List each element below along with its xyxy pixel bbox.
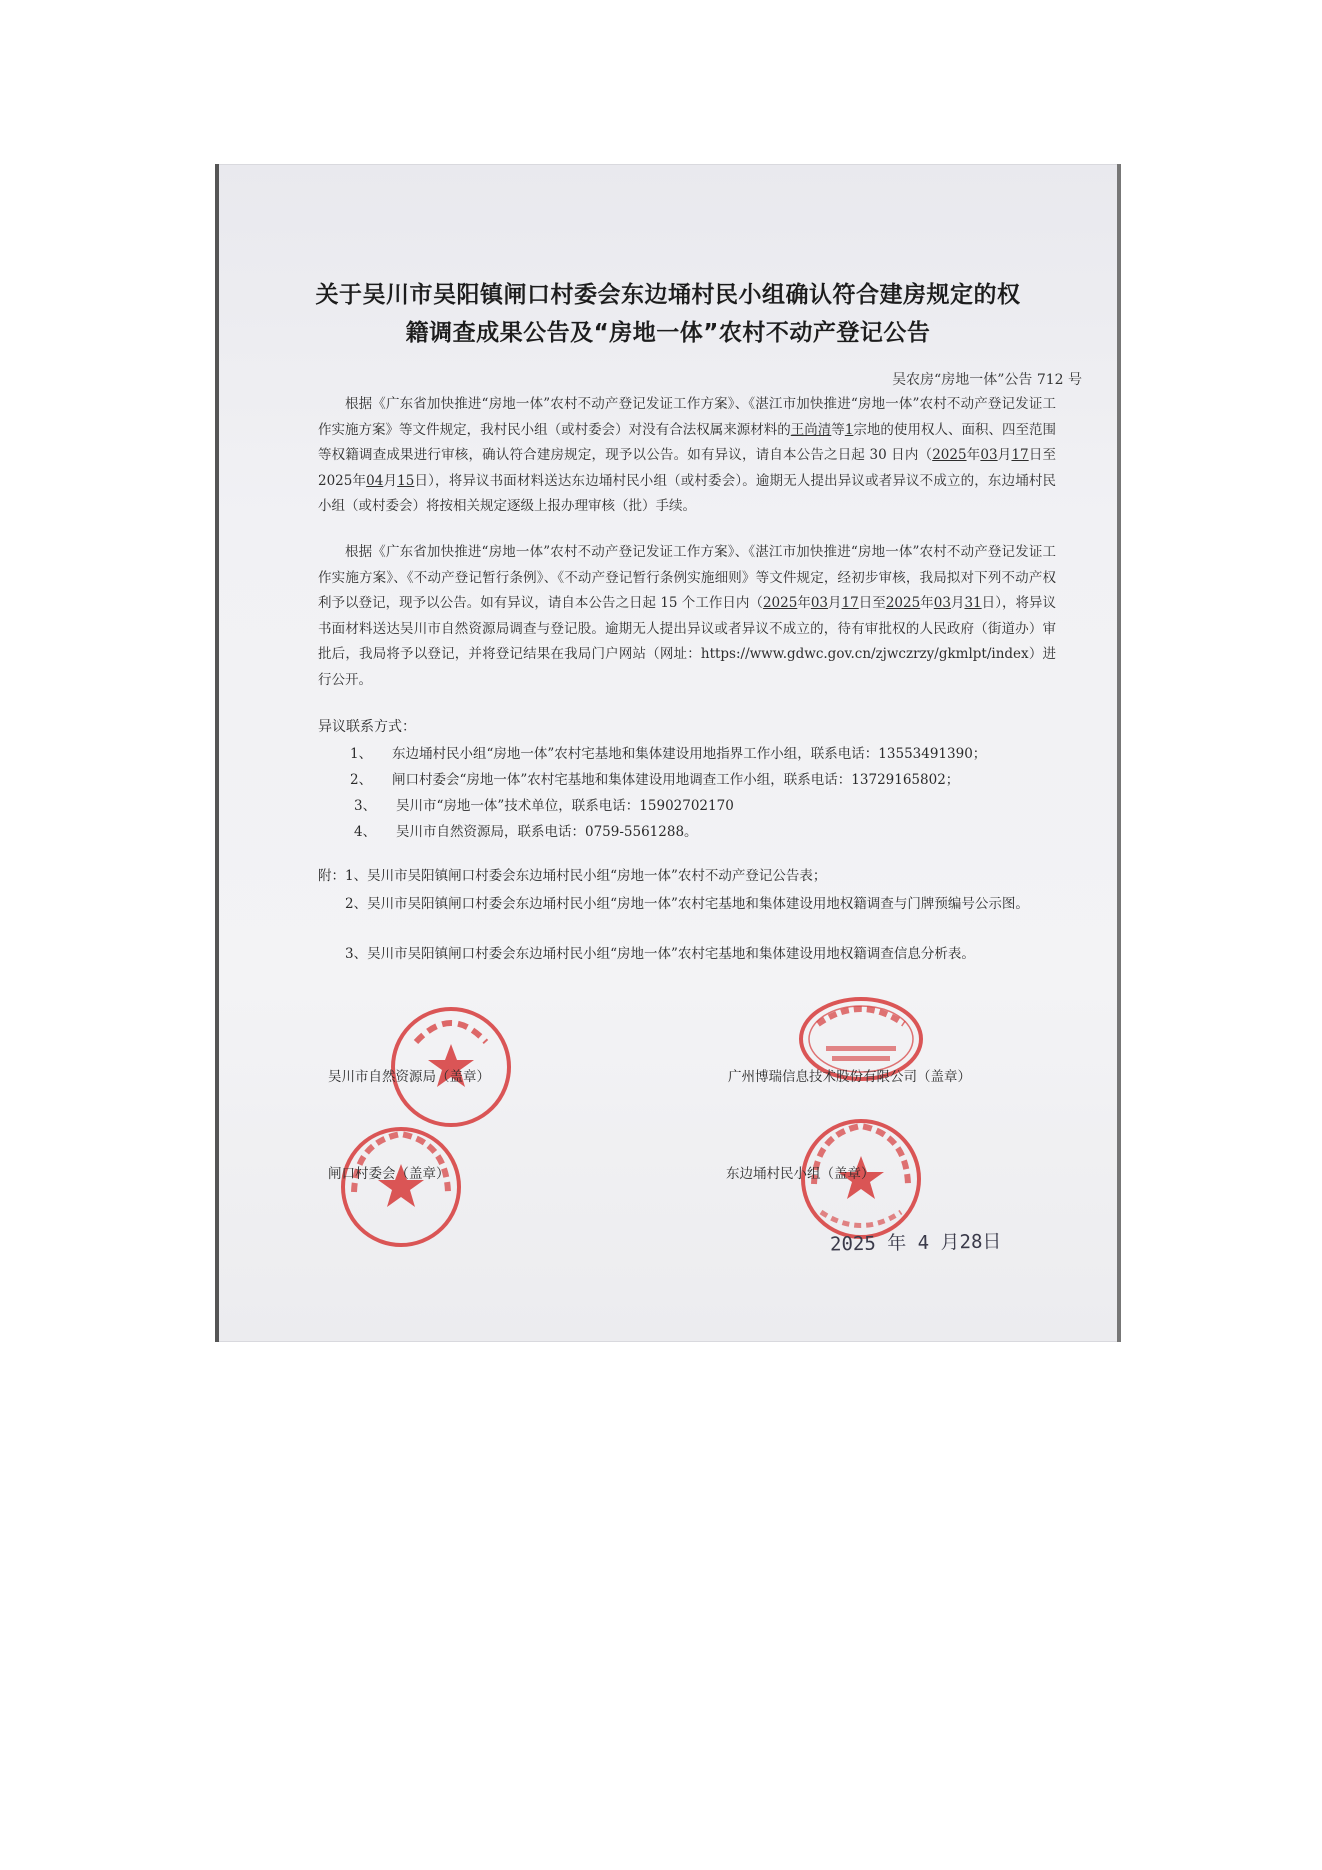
document-photo (218, 164, 1118, 1342)
attachment-item: 附：1、吴川市吴阳镇闸口村委会东边埇村民小组“房地一体”农村不动产登记公告表； (318, 868, 827, 884)
signature-bureau: 吴川市自然资源局（盖章） (328, 1069, 490, 1085)
notice-title-line1: 关于吴川市吴阳镇闸口村委会东边埇村民小组确认符合建房规定的权 (315, 282, 1021, 308)
signature-company: 广州博瑞信息技术股份有限公司（盖章） (728, 1069, 971, 1085)
signature-village-group: 东边埇村民小组（盖章） (726, 1166, 875, 1182)
parcel-count: 1 (844, 421, 854, 438)
notice-title-line2: 籍调查成果公告及“房地一体”农村不动产登记公告 (405, 320, 931, 346)
paragraph-village-review: 根据《广东省加快推进“房地一体”农村不动产登记发证工作方案》、《湛江市加快推进“房地一体”农村不动产登记发证工作实施方案》等文件规定，我村民小组（或村委会）对没有合法权属来源材料的王尚清等1宗地的使用权人、面积、四至范围等权籍调查成果进行审核，确认符合建房规定，现予以公告。如有异议，请自本公告之日起 30 日内（2025年03月17日至2025年04月15日），将异议书面材料送达东边埇村民小组（或村委会）。逾期无人提出异议或者异议不成立的，东边埇村民小组（或村委会）将按相关规定逐级上报办理审核（批）手续。 (318, 396, 1057, 514)
handwritten-date: 2025 年 4 月28日 (829, 1230, 1002, 1256)
signature-village-committee: 闸口村委会（盖章） (328, 1166, 450, 1182)
owner-name: 王尚清 (790, 421, 832, 438)
attachment-item: 2、吴川市吴阳镇闸口村委会东边埇村民小组“房地一体”农村宅基地和集体建设用地权籍调查与门牌预编号公示图。 (345, 896, 1029, 912)
contact-item: 4、 吴川市自然资源局，联系电话：0759-5561288。 (354, 824, 698, 840)
contact-heading: 异议联系方式： (318, 719, 416, 735)
contact-item: 1、 东边埇村民小组“房地一体”农村宅基地和集体建设用地指界工作小组，联系电话：13553491390； (350, 746, 987, 762)
paragraph-registration: 根据《广东省加快推进“房地一体”农村不动产登记发证工作方案》、《湛江市加快推进“房地一体”农村不动产登记发证工作实施方案》、《不动产登记暂行条例》、《不动产登记暂行条例实施细则》等文件规定，经初步审核，我局拟对下列不动产权利予以登记，现予以公告。如有异议，请自本公告之日起 15 个工作日内（2025年03月17日至2025年03月31日），将异议书面材料送达吴川市自然资源局调查与登记股。逾期无人提出异议或者异议不成立的，待有审批权的人民政府（街道办）审批后，我局将予以登记，并将登记结果在我局门户网站（网址：https://www.gdwc.gov.cn/zjwczrzy/gkmlpt/index）进行公开。 (318, 544, 1057, 688)
contact-item: 2、 闸口村委会“房地一体”农村宅基地和集体建设用地调查工作小组，联系电话：13729165802； (350, 772, 960, 788)
attachment-item: 3、吴川市吴阳镇闸口村委会东边埇村民小组“房地一体”农村宅基地和集体建设用地权籍调查信息分析表。 (345, 946, 975, 962)
contact-item: 3、 吴川市“房地一体”技术单位，联系电话：15902702170 (354, 798, 734, 814)
document-number: 吴农房“房地一体”公告 712 号 (892, 372, 1082, 388)
village-committee-seal (336, 1122, 466, 1252)
